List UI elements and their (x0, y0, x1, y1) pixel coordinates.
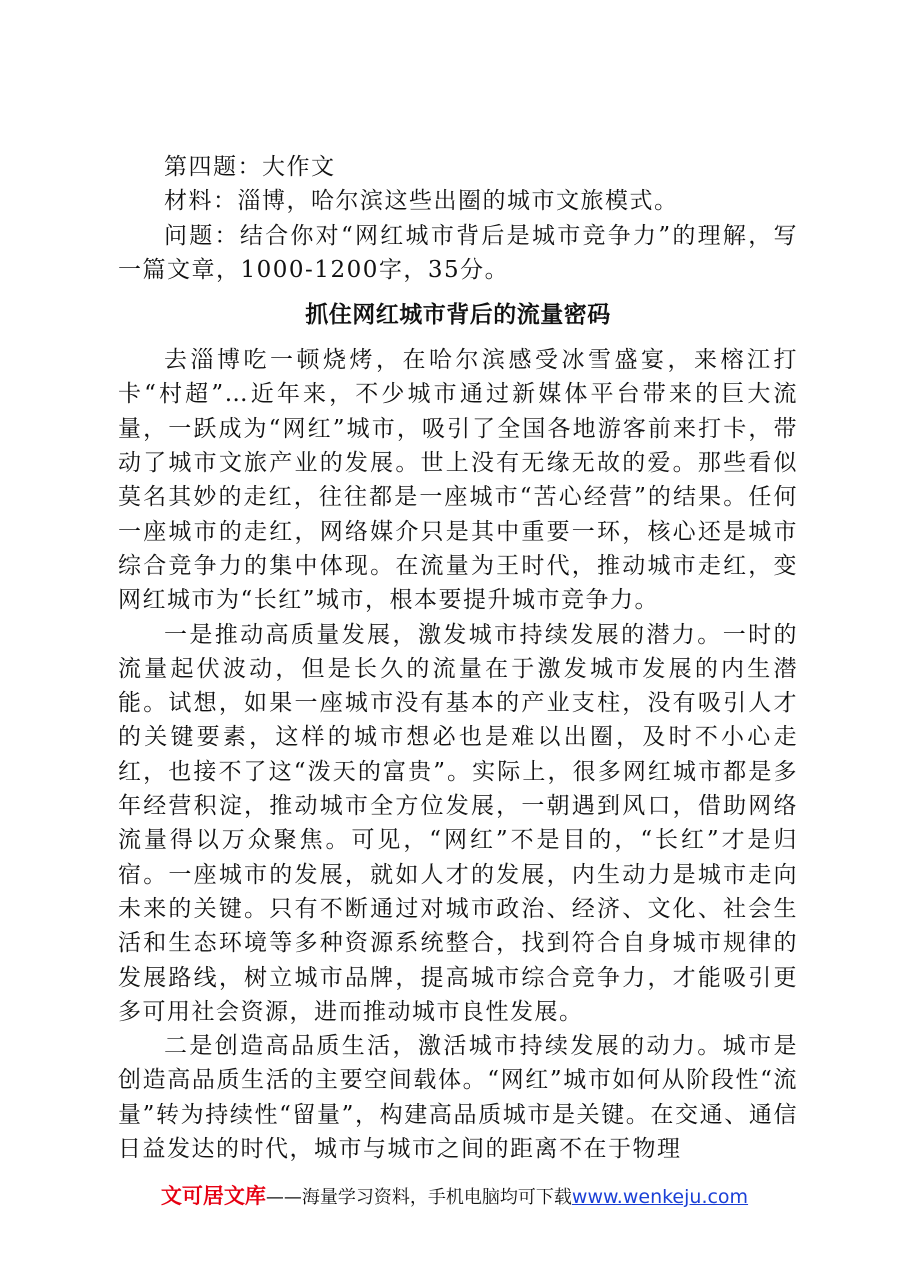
essay-paragraph-1: 去淄博吃一顿烧烤，在哈尔滨感受冰雪盛宴，来榕江打卡“村超”…近年来，不少城市通过新媒体平台带来的巨大流量，一跃成为“网红”城市，吸引了全国各地游客前来打卡，带动了城市文旅产业的发展。世上没有无缘无故的爱。那些看似莫名其妙的走红，往往都是一座城市“苦心经营”的结果。任何一座城市的走红，网络媒介只是其中重要一环，核心还是城市综合竞争力的集中体现。在流量为王时代，推动城市走红，变网红城市为“长红”城市，根本要提升城市竞争力。 (118, 347, 798, 614)
page-footer (0, 1182, 909, 1212)
document-body (118, 150, 798, 1166)
essay-paragraph-2: 一是推动高质量发展，激发城市持续发展的潜力。一时的流量起伏波动，但是长久的流量在于激发城市发展的内生潜能。试想，如果一座城市没有基本的产业支柱，没有吸引人才的关键要素，这样的城市想必也是难以出圈，及时不小心走红，也接不了这“泼天的富贵”。实际上，很多网红城市都是多年经营积淀，推动城市全方位发展，一朝遇到风口，借助网络流量得以万众聚焦。可见，“网红”不是目的，“长红”才是归宿。一座城市的发展，就如人才的发展，内生动力是城市走向未来的关键。只有不断通过对城市政治、经济、文化、社会生活和生态环境等多种资源系统整合，找到符合自身城市规律的发展路线，树立城市品牌，提高城市综合竞争力，才能吸引更多可用社会资源，进而推动城市良性发展。 (118, 621, 798, 1025)
essay-title: 抓住网红城市背后的流量密码 (305, 302, 611, 329)
footer-slogan: ——海量学习资料，手机电脑均可下载 (265, 1187, 572, 1208)
question-material: 材料：淄博，哈尔滨这些出圈的城市文旅模式。 (164, 188, 679, 215)
essay-paragraph-3: 二是创造高品质生活，激活城市持续发展的动力。城市是创造高品质生活的主要空间载体。“网红”城市如何从阶段性“流量”转为持续性“留量”，构建高品质城市是关键。在交通、通信日益发达的时代，城市与城市之间的距离不在于物理 (118, 1033, 798, 1163)
footer-brand: 文可居文库 (160, 1184, 266, 1208)
footer-website-link[interactable]: www.wenkeju.com (571, 1186, 749, 1208)
question-prompt: 问题：结合你对“网红城市背后是城市竞争力”的理解，写一篇文章，1000-1200字，35分。 (118, 222, 798, 283)
question-heading: 第四题：大作文 (164, 154, 336, 180)
